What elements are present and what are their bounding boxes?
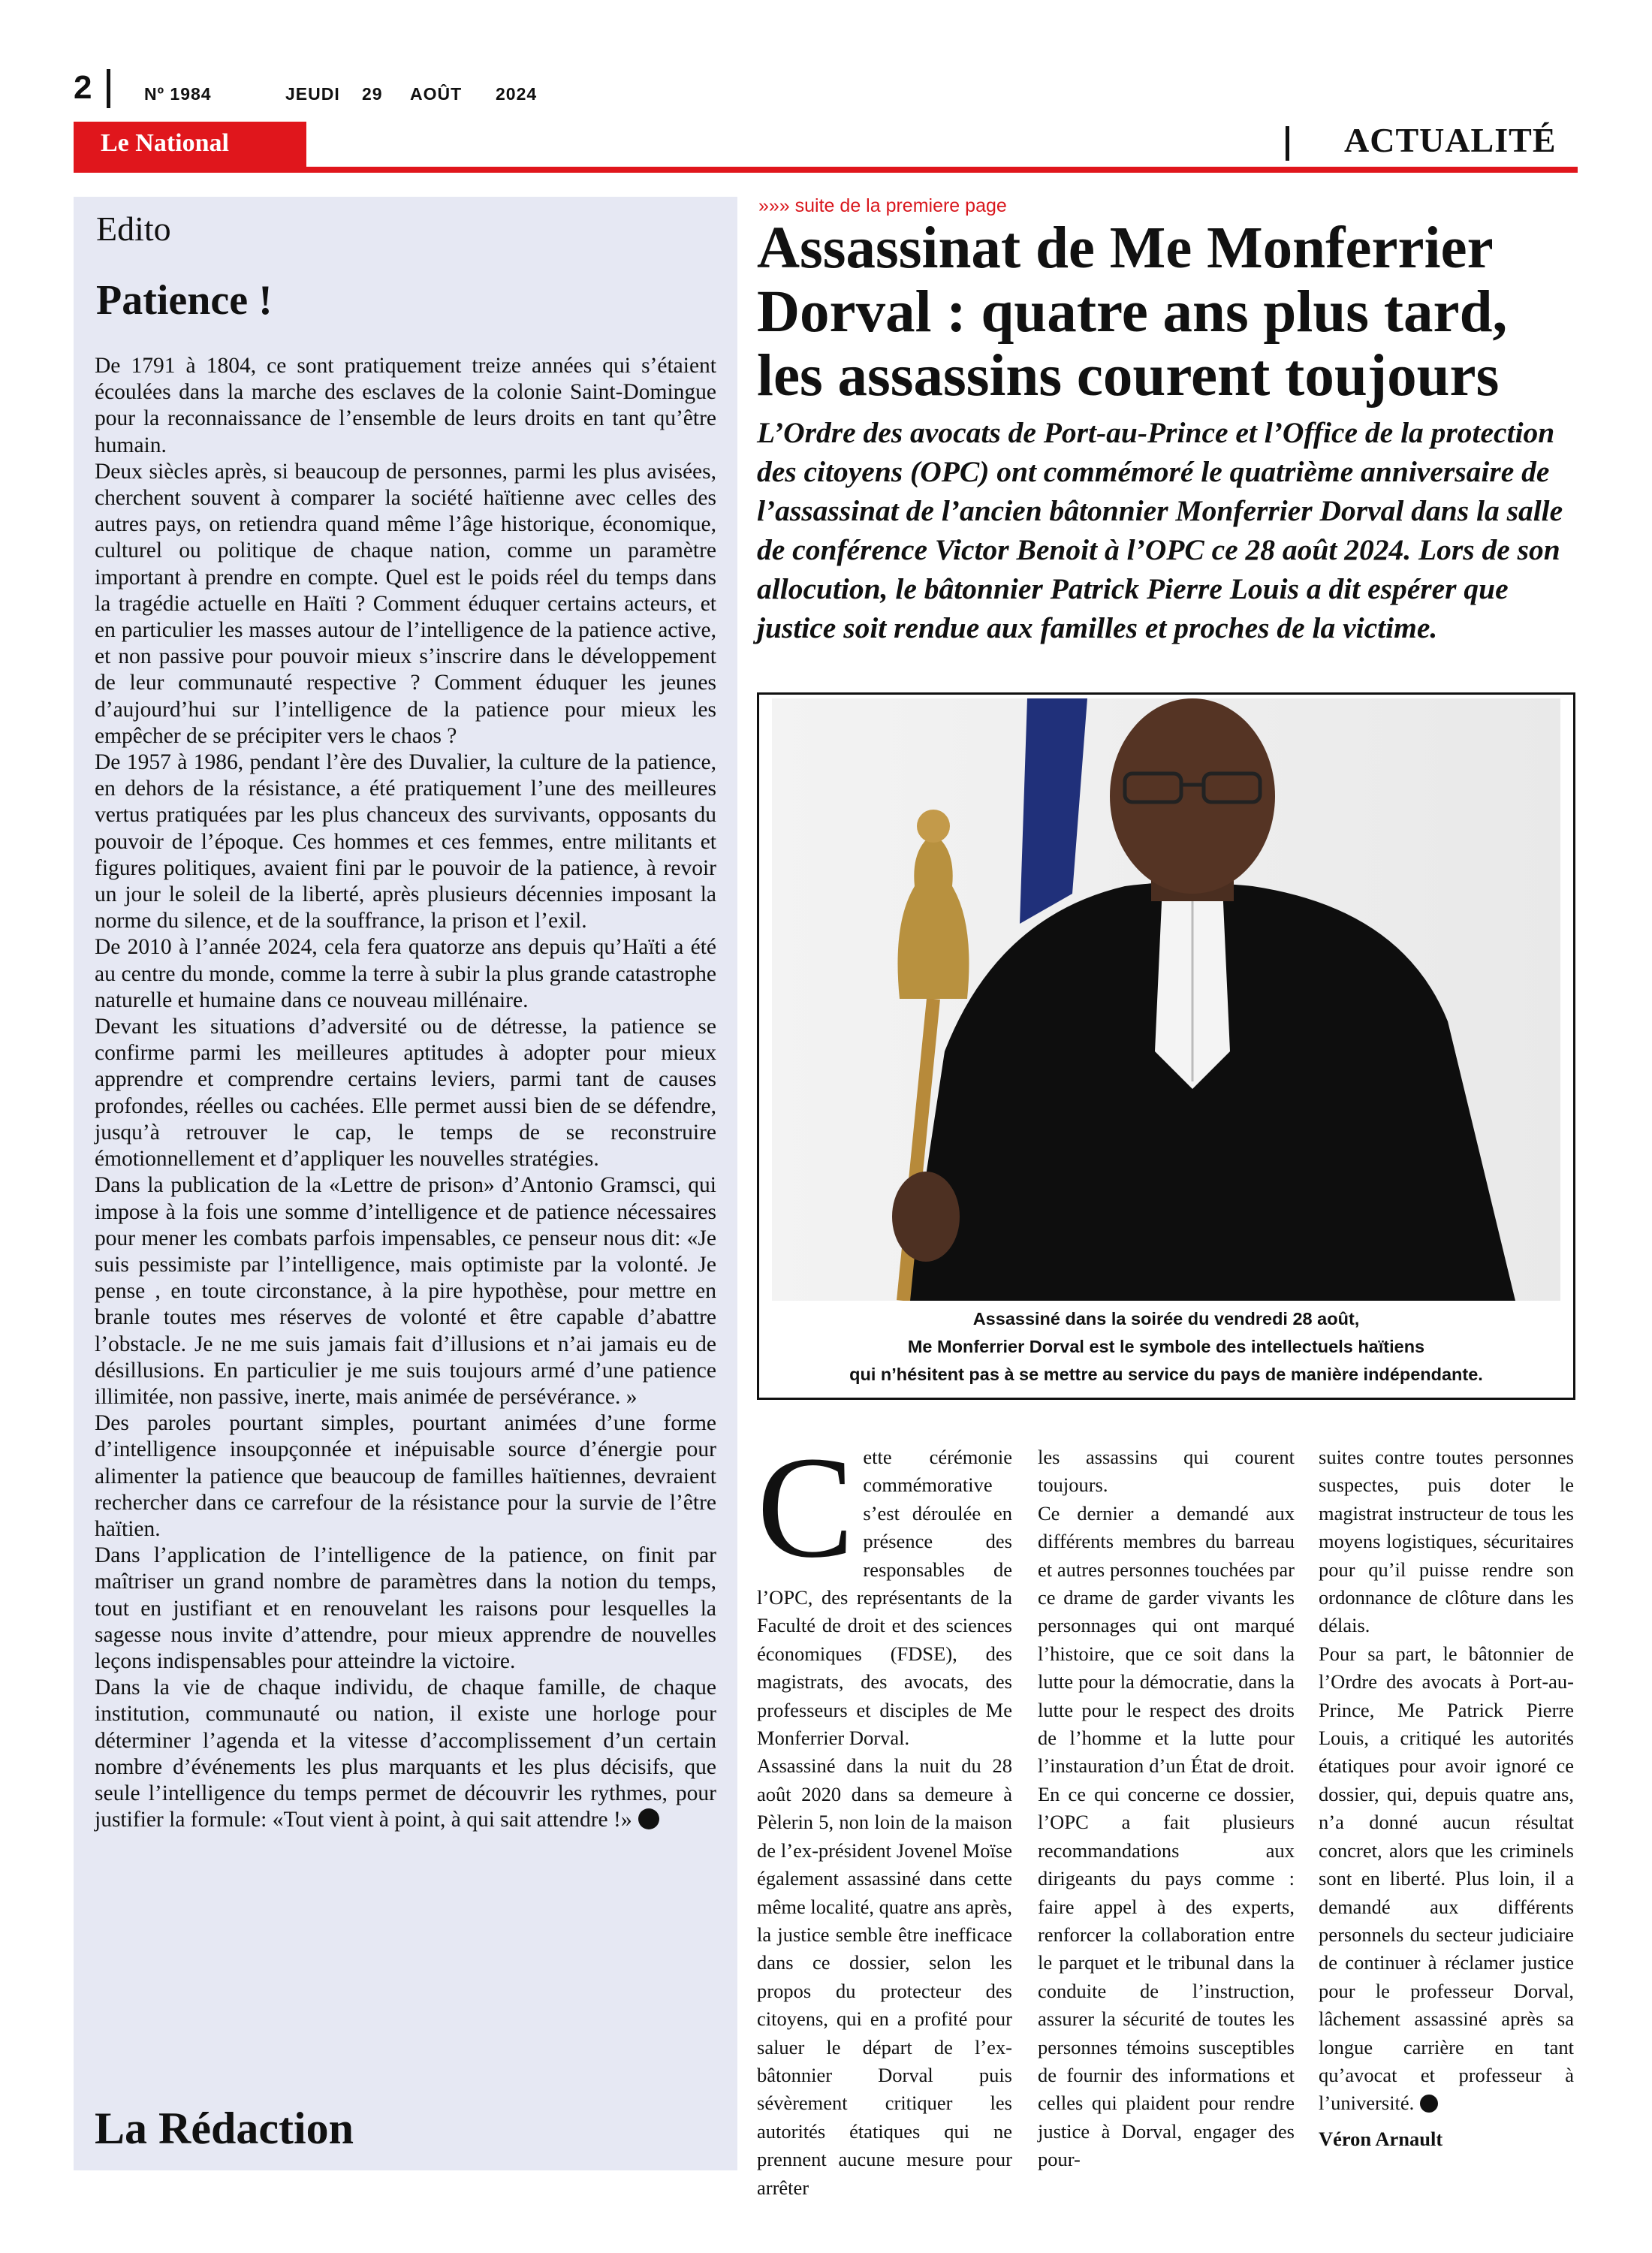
article-paragraph-last [1319,1640,1574,2118]
edito-body [95,353,716,1833]
article-paragraph: Assassiné dans la nuit du 28 août 2020 dans sa demeure à Pèlerin 5, non loin de la maison de l’ex-président Jovenel Moïse également assassiné dans cette même localité, quatre ans après, la justice semble être inefficace dans ce dossier, selon les propos du protecteur des citoyens, qui en a profité pour saluer le départ de l’ex-bâtonnier Dorval puis sévèrement critiquer les autorités étatiques qui ne prennent aucune mesure pour arrêter [757,1754,1012,2199]
end-mark-icon [1420,2095,1438,2113]
edito-paragraph: Devant les situations d’adversité ou de détresse, la patience se confirme parmi les meilleures aptitudes à adopter pour mieux apprendre et comprendre certains leviers, parmi tant de causes profondes, réelles ou cachées. Elle permet aussi bien de se défendre, jusqu’à retrouver le cap, le temps de se reconstruire émotionnellement et d’appliquer les nouvelles stratégies. [95,1015,716,1172]
article-byline: Véron Arnault [1319,2127,1443,2150]
article-column-2 [1038,1443,1295,2174]
year: 2024 [496,84,538,104]
edito-paragraph-text: Dans la vie de chaque individu, de chaque famille, de chaque institution, communauté ou nation, il existe une horloge pour déterminer l’agenda et la vitesse d’accomplissement d’un certain nombre d’événements les plus marquants et les plus décisifs, que seule l’intelligence du temps permet de découvrir les rythmes, pour justifier la formule: «Tout vient à point, à qui sait attendre !» [95,1675,716,1832]
edito-paragraph: De 2010 à l’année 2024, cela fera quatorze ans depuis qu’Haïti a été au centre du monde, comme la terre à subir la plus grande catastrophe naturelle et humaine dans ce nouveau millénaire. [95,935,716,1012]
photo-caption [772,1305,1560,1389]
portrait-illustration [772,698,1560,1301]
article-paragraph: les assassins qui courent toujours. [1038,1446,1295,1497]
edito-kicker: Edito [96,210,171,248]
page-number: 2 [74,69,92,106]
article-deck: L’Ordre des avocats de Port-au-Prince et l’Office de la protection des citoyens (OPC) ont commémoré le quatrième anniversaire de l’assassinat de l’ancien bâtonnier Monferrier Dorval dans la salle de conférence Victor Benoit à l’OPC ce 28 août 2024. Lors de son allocution, le bâtonnier Patrick Pierre Louis a dit espérer que justice soit rendue aux familles et proches de la victime. [757,416,1563,644]
portrait-photo [772,698,1560,1301]
paper-name: Le National [101,129,229,157]
article-paragraph-text: Pour sa part, le bâtonnier de l’Ordre des avocats à Port-au-Prince, Me Patrick Pierre Louis, a critiqué les autorités étatiques pour avoir ignoré ce dossier, qui, depuis quatre ans, n’a donné aucun résultat concret, alors que les criminels sont en liberté. Plus loin, il a demandé aux différents personnels du secteur judiciaire de continuer à réclamer justice pour le professeur Dorval, lâchement assassiné après sa longue carrière en tant qu’avocat et professeur à l’université. [1319,1642,1574,2115]
article-column-3 [1319,1443,1574,2153]
edito-paragraph: De 1791 à 1804, ce sont pratiquement treize années qui s’étaient écoulées dans la marche des esclaves de la colonie Saint-Domingue pour la reconnaissance de l’ensemble de leurs droits en tant qu’être humain. [95,354,716,457]
article-paragraph: suites contre toutes personnes suspectes, puis doter le magistrat instructeur de tous les moyens logistiques, sécuritaires pour qu’il puisse rendre son ordonnance de clôture dans les délais. [1319,1446,1574,1637]
edito-paragraph: Deux siècles après, si beaucoup de personnes, parmi les plus avisées, cherchent souvent à comparer la société haïtienne avec celles des autres pays, on retiendra quand même l’âge historique, économique, culturel ou politique de chaque nation, comme un paramètre important à prendre en compte. Quel est le poids réel du temps dans la tragédie actuelle en Haïti ? Comment éduquer certains acteurs, et en particulier les masses autour de l’intelligence de la patience active, et non passive pour pouvoir mieux s’inscrire dans le développement de leur communauté respective ? Comment éduquer les jeunes d’aujourd’hui sur l’intelligence de la patience pour mieux les empêcher de se précipiter vers le chaos ? [95,459,716,748]
weekday: JEUDI [285,84,340,104]
caption-line: Me Monferrier Dorval est le symbole des intellectuels haïtiens [907,1337,1425,1356]
edito-signature: La Rédaction [95,2104,354,2153]
section-divider [1286,126,1289,161]
end-mark-icon [638,1808,659,1829]
continued-from-front-page: »»» suite de la premiere page [758,195,1007,216]
issue-number: Nº 1984 [144,84,212,104]
drop-cap: C [757,1426,855,1588]
section-label: ACTUALITÉ [1344,121,1557,159]
edito-paragraph: Dans l’application de l’intelligence de la patience, on finit par maîtriser un grand nombre de paramètres dans la notion du temps, tout en justifiant et en renouvelant les raisons pour lesquelles la sagesse nous invite d’attendre, pour mieux apprendre de nouvelles leçons indispensables pour atteindre la victoire. [95,1543,716,1673]
page-number-divider [107,69,110,108]
header-rule [74,167,1578,173]
article-headline: Assassinat de Me Monferrier Dorval : quatre ans plus tard, les assassins courent toujours [757,216,1508,409]
month: AOÛT [410,84,463,104]
edito-paragraph-last [95,1675,716,1833]
edito-paragraph: De 1957 à 1986, pendant l’ère des Duvalier, la culture de la patience, en dehors de la résistance, a été pratiquement l’une des meilleures vertus pratiquées par les plus chanceux des survivants, opposants du pouvoir de l’époque. Ces hommes et ces femmes, entre militants et figures politiques, avaient fini par le pouvoir de la patience, à revoir un jour le soleil de la liberté, après plusieurs décennies imposant la norme du silence, et de la souffrance, la prison et l’exil. [95,750,716,933]
edito-paragraph: Des paroles pourtant simples, pourtant animées d’une forme d’intelligence insoupçonnée et inépuisable source d’énergie pour alimenter la patience que beaucoup de familles haïtiennes, devraient rechercher dans ce carrefour de la résistance pour la survie de l’être haïtien. [95,1411,716,1541]
article-column-1 [757,1426,1012,2202]
edito-title: Patience ! [96,277,273,324]
article-paragraph: ette cérémonie commémorative s’est déroulée en présence des responsables de l’OPC, des représentants de la Faculté de droit et des sciences économiques (FDSE), des magistrats, des avocats, des professeurs et disciples de Me Monferrier Dorval. [757,1446,1012,1750]
day: 29 [362,84,383,104]
caption-line: qui n’hésitent pas à se mettre au service du pays de manière indépendante. [849,1365,1483,1384]
caption-line: Assassiné dans la soirée du vendredi 28 août, [972,1309,1360,1329]
article-paragraph: Ce dernier a demandé aux différents membres du barreau et autres personnes touchées par ce drame de garder vivants les personnages qui ont marqué l’histoire, que ce soit dans la lutte pour la démocratie, dans la lutte pour le respect des droits de l’homme et la lutte pour l’instauration d’un État de droit. En ce qui concerne ce dossier, l’OPC a fait plusieurs recommandations aux dirigeants du pays comme : faire appel à des experts, renforcer la collaboration entre le parquet et le tribunal dans la conduite de l’instruction, assurer la sécurité de toutes les personnes témoins susceptibles de fournir des informations et celles qui plaident pour rendre justice à Dorval, engager des pour- [1038,1501,1295,2171]
edito-paragraph: Dans la publication de la «Lettre de prison» d’Antonio Gramsci, qui impose à la fois une somme d’intelligence et de patience nécessaires pour mener les combats parfois impensables, ce penseur nous dit: «Je suis pessimiste par l’intelligence, mais optimiste par la volonté. Je pense , en toute circonstance, à la pire hypothèse, pour mettre en branle toutes mes réserves de volonté et être capable d’abattre l’obstacle. Je ne me suis jamais fait d’illusions et n’ai jamais eu de désillusions. En particulier je me suis toujours armé d’une patience illimitée, non passive, inerte, mais animée de persévérance. » [95,1173,716,1409]
